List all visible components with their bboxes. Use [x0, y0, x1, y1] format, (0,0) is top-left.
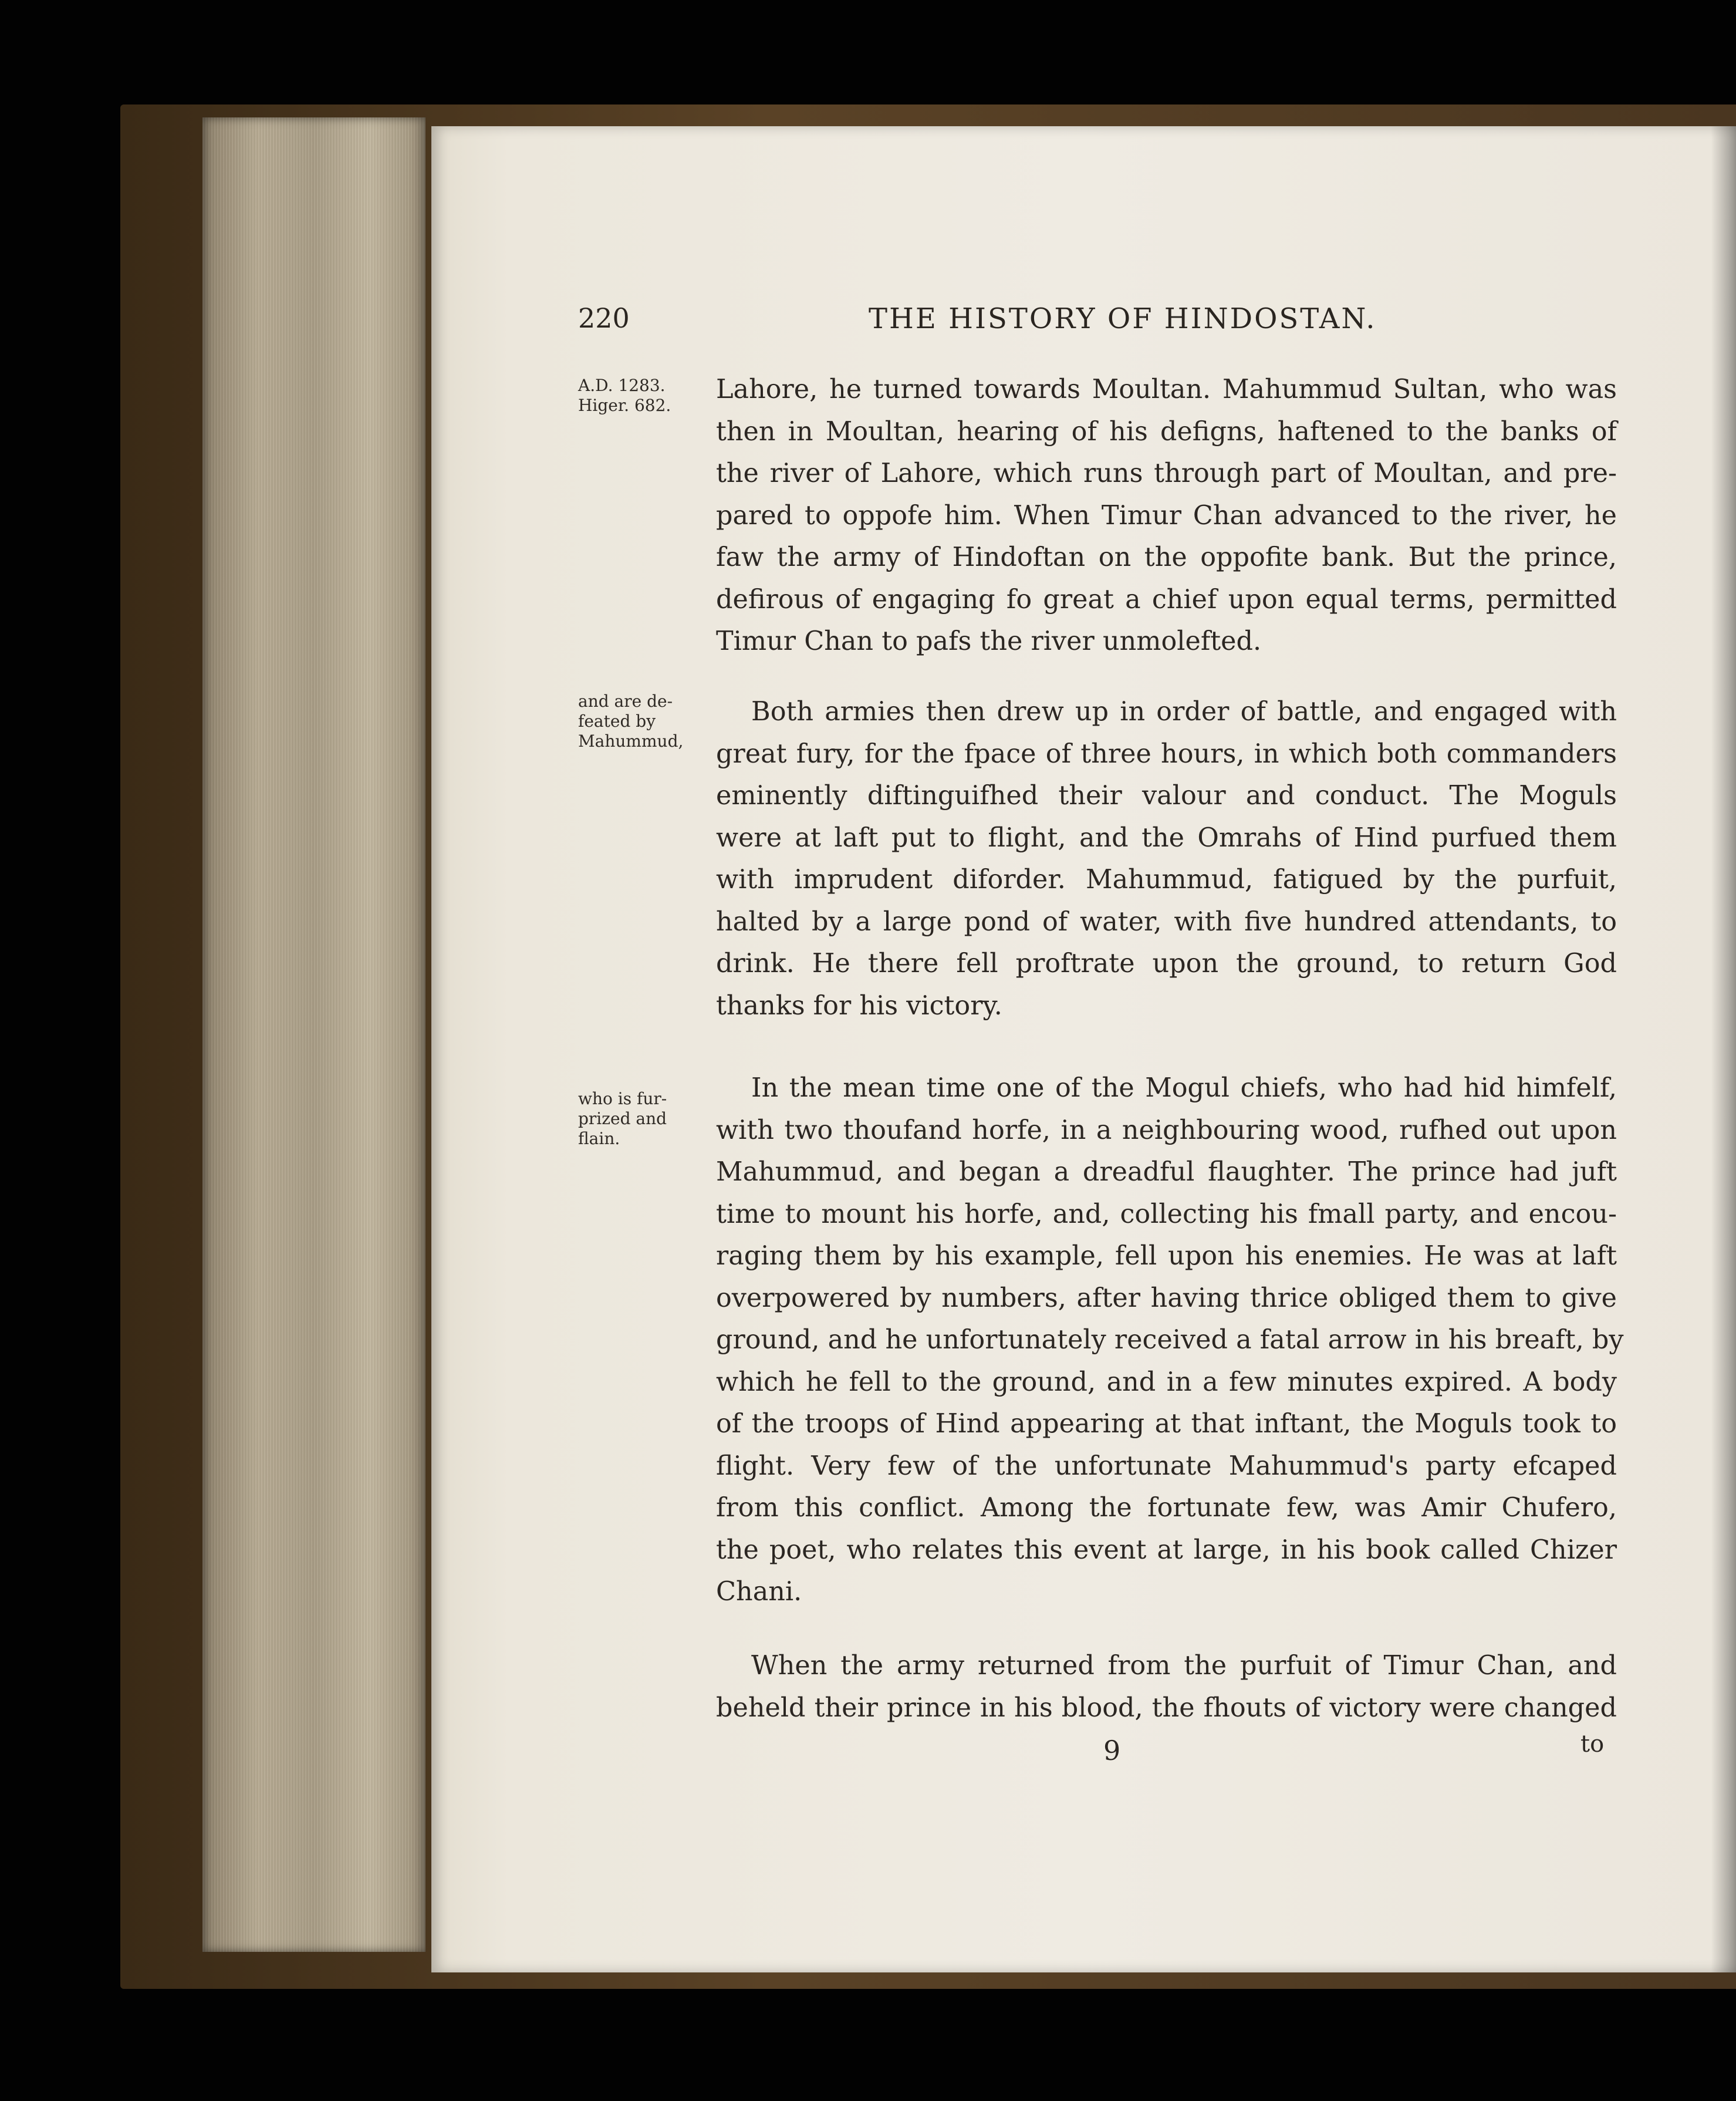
margin-note-line: A.D. 1283.: [578, 376, 666, 395]
margin-note-defeat: [578, 692, 701, 751]
text-line: drink. He there fell proftrate upon the ground, to return God: [716, 949, 1617, 979]
margin-note-line: prized and: [578, 1109, 667, 1128]
text-line: beheld their prince in his blood, the fhouts of victory were changed: [716, 1692, 1617, 1723]
text-line: Mahummud, and began a dreadful flaughter. The prince had juft: [716, 1157, 1617, 1187]
text-line: with imprudent diforder. Mahummud, fatigued by the purfuit,: [716, 865, 1617, 895]
margin-note-line: flain.: [578, 1129, 620, 1148]
running-title: THE HISTORY OF HINDOSTAN.: [869, 302, 1377, 335]
text-line: Timur Chan to pafs the river unmolefted.: [716, 626, 1262, 656]
margin-note-date: [578, 376, 701, 416]
signature-mark: 9: [1103, 1735, 1121, 1766]
margin-note-slain: [578, 1089, 701, 1149]
text-line: thanks for his victory.: [716, 990, 1002, 1021]
page-edges: [202, 117, 425, 1952]
paragraph-2: [716, 691, 1617, 1027]
text-line: great fury, for the fpace of three hours, in which both commanders: [716, 738, 1617, 769]
paragraph-4: [716, 1645, 1617, 1729]
text-line: time to mount his horfe, and, collecting his fmall party, and encou-: [716, 1199, 1617, 1229]
page-number: 220: [578, 302, 630, 334]
text-line: halted by a large pond of water, with five hundred attendants, to: [716, 906, 1617, 937]
text-line: faw the army of Hindoftan on the oppofite bank. But the prince,: [716, 542, 1617, 572]
text-line: the river of Lahore, which runs through part of Moultan, and pre-: [716, 458, 1617, 488]
text-line: overpowered by numbers, after having thrice obliged them to give: [716, 1283, 1617, 1313]
text-line: flight. Very few of the unfortunate Mahummud's party efcaped: [716, 1451, 1617, 1481]
margin-note-line: and are de-: [578, 692, 673, 711]
margin-note-line: Higer. 682.: [578, 396, 671, 415]
text-line: from this conflict. Among the fortunate few, was Amir Chufero,: [716, 1493, 1617, 1523]
margin-note-line: who is fur-: [578, 1089, 667, 1108]
text-line: Lahore, he turned towards Moultan. Mahummud Sultan, who was: [716, 375, 1617, 404]
text-line: the poet, who relates this event at large, in his book called Chizer: [716, 1535, 1617, 1565]
text-line: with two thoufand horfe, in a neighbouring wood, rufhed out upon: [716, 1115, 1617, 1145]
paragraph-3: [716, 1067, 1624, 1613]
margin-note-line: Mahummud,: [578, 731, 684, 751]
text-line: were at laft put to flight, and the Omrahs of Hind purfued them: [716, 822, 1617, 853]
margin-note-line: feated by: [578, 711, 656, 731]
running-header: [578, 302, 1617, 343]
text-line: then in Moultan, hearing of his defigns, haftened to the banks of: [716, 416, 1617, 447]
text-line: When the army returned from the purfuit of Timur Chan, and: [751, 1651, 1617, 1681]
text-line: eminently diftinguifhed their valour and conduct. The Moguls: [716, 781, 1617, 811]
text-line: In the mean time one of the Mogul chiefs, who had hid himfelf,: [751, 1073, 1617, 1103]
text-line: pared to oppofe him. When Timur Chan advanced to the river, he: [716, 500, 1617, 531]
text-line: ground, and he unfortunately received a fatal arrow in his breaft, by: [716, 1325, 1624, 1355]
text-line: Both armies then drew up in order of battle, and engaged with: [751, 697, 1617, 727]
text-line: of the troops of Hind appearing at that inftant, the Moguls took to: [716, 1409, 1617, 1439]
text-line: raging them by his example, fell upon his enemies. He was at laft: [716, 1241, 1617, 1271]
catchword: to: [1580, 1731, 1605, 1758]
page-gutter-shadow: [1711, 126, 1736, 1972]
paragraph-1: [716, 369, 1617, 663]
text-line: defirous of engaging fo great a chief upon equal terms, permitted: [716, 584, 1617, 615]
text-line: Chani.: [716, 1577, 802, 1607]
text-line: which he fell to the ground, and in a few minutes expired. A body: [716, 1367, 1617, 1397]
